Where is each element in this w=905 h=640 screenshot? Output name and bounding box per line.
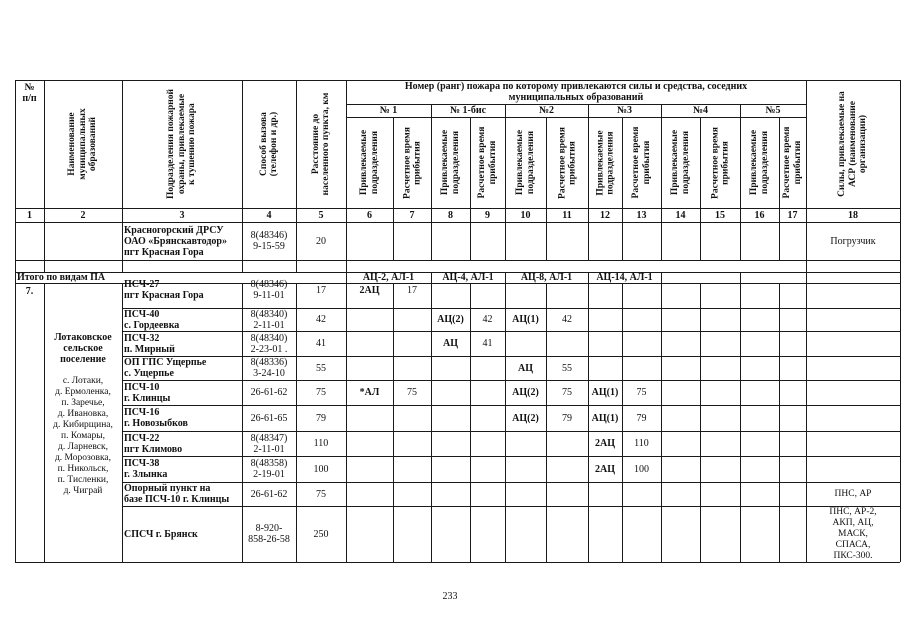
unit-name: Опорный пункт на базе ПСЧ-10 г. Клинцы [124,483,230,505]
unit-name: ПСЧ-10 г. Клинцы [124,381,171,404]
assigned-units: АЦ [443,338,458,349]
header-time-sub: Расчетное время прибытия [477,126,498,199]
unit-name: ПСЧ-38 г. Злынка [124,458,168,480]
column-number: 5 [318,209,324,221]
header-rank: № 1 [379,105,398,116]
header-time-sub: Расчетное время прибытия [401,126,422,199]
assigned-units: АЦ [518,362,533,374]
table-rule [740,283,741,562]
distance: 100 [313,463,329,475]
assigned-units: АЦ(2) [512,412,539,424]
column-number: 9 [485,209,490,221]
column-number: 16 [754,209,765,221]
assigned-units: 2АЦ [595,438,615,449]
table-rule [346,283,347,562]
distance: 20 [316,235,326,247]
column-number: 18 [848,209,858,221]
asr-forces: ПНС, АР [834,488,872,499]
distance: 55 [316,362,326,374]
header-time-sub: Расчетное время прибытия [631,126,652,199]
header-units-sub: Привлекаемые подразделения [440,129,461,196]
distance: 75 [316,488,326,500]
phone: 8(48346) 9-11-01 [250,279,288,301]
arrival-time: 55 [562,362,572,374]
totals-rank2: АЦ-8, АЛ-1 [520,272,573,283]
column-number: 17 [787,209,798,221]
distance: 41 [316,338,326,349]
table-rule [661,272,662,283]
distance: 250 [313,528,329,540]
assigned-units: *АЛ [359,387,380,398]
phone: 8(48336) 3-24-10 [250,357,288,379]
column-number: 8 [448,209,453,221]
table-rule [900,272,901,562]
municipality-name: Лотаковское сельское поселение [54,331,112,365]
asr-forces: ПНС, АР-2, АКП, АЦ, МАСК, СПАСА, ПКС-300. [829,506,877,561]
header-number: № п/п [22,82,37,104]
arrival-time: 42 [562,314,572,325]
column-number: 11 [562,209,572,221]
distance: 17 [316,284,326,296]
unit-name: ПСЧ-32 п. Мирный [124,332,175,355]
column-number: 2 [80,209,86,221]
arrival-time: 42 [482,314,493,325]
header-units-sub: Привлекаемые подразделения [670,129,691,196]
arrival-time: 79 [636,412,647,424]
header-units-sub: Привлекаемые подразделения [749,129,770,196]
totals-rank1bis: АЦ-4, АЛ-1 [442,272,494,283]
header-time-sub: Расчетное время прибытия [556,126,577,199]
phone: 26-61-62 [250,488,288,500]
arrival-time: 41 [482,338,493,349]
table-rule [700,283,701,562]
totals-label: Итого по видам ПА [17,272,106,283]
table-rule [740,272,741,283]
assigned-units: АЦ(2) [437,314,464,325]
phone: 8(48358) 2-19-01 [250,458,288,480]
header-units-sub: Привлекаемые подразделения [515,129,536,196]
table-rule [661,283,662,562]
arrival-time: 110 [634,438,649,449]
village-list: с. Лотаки, д. Ермоленка, п. Заречье, д. Ивановка, д. Кибирщина, п. Комары, д. Ларневск, д. Морозовка, п. Никольск, п. Тисленки, д. Чиграй [53,375,113,496]
assigned-units: 2АЦ [359,284,380,296]
header-time-sub: Расчетное время прибытия [782,126,803,199]
assigned-units: АЦ(1) [512,314,539,325]
assigned-units: АЦ(2) [512,387,539,398]
header-rank: №4 [692,105,709,116]
unit-name: ПСЧ-16 г. Новозыбков [124,407,188,429]
header-asr: Силы, привлекаемые на АСР (наименование организации) [837,91,869,197]
asr-forces: Погрузчик [830,235,876,247]
phone: 8(48346) 9-15-59 [250,230,288,252]
table-rule [393,283,394,562]
table-rule [900,80,901,272]
unit-name: ПСЧ-22 пгт Климово [124,432,183,455]
column-number: 3 [179,209,185,221]
arrival-time: 75 [562,387,572,398]
totals-rank1: АЦ-2, АЛ-1 [362,272,415,283]
table-rule [806,272,807,283]
table-rule [15,80,16,272]
phone: 8(48347) 2-11-01 [250,432,288,455]
column-number: 14 [675,209,686,221]
unit-name: ОП ГПС Ущерпье с. Ущерпье [124,357,207,379]
arrival-time: 75 [636,387,647,398]
column-number: 12 [600,209,610,221]
phone: 8-920- 858-26-58 [248,523,290,545]
column-number: 10 [520,209,531,221]
distance: 110 [313,438,329,449]
header-rank: № 1-бис [449,105,487,116]
table-bottom-border [15,562,900,563]
phone: 8(48340) 2-11-01 [250,308,288,331]
table-rule [346,117,806,118]
column-number: 1 [27,209,32,221]
column-number: 7 [409,209,415,221]
header-rank-title: Номер (ранг) пожара по которому привлекаются силы и средства, соседних муниципальных образований [404,81,748,103]
assigned-units: АЦ(1) [591,412,619,424]
phone: 8(48340) 2-23-01 . [250,332,288,355]
column-number: 15 [715,209,725,221]
header-rank: №5 [765,105,781,116]
arrival-time: 75 [407,387,417,398]
assigned-units: АЦ(1) [591,387,619,398]
arrival-time: 79 [562,412,572,424]
header-time-sub: Расчетное время прибытия [709,126,730,199]
assigned-units: 2АЦ [595,463,615,475]
header-call-method: Способ вызова (телефон и др.) [258,111,279,177]
header-units: Подразделения пожарной охраны, привлекаемые к тушению пожара [166,89,198,199]
header-units-sub: Привлекаемые подразделения [594,129,615,196]
table-rule [779,283,780,562]
arrival-time: 100 [634,463,649,475]
phone: 26-61-62 [250,387,288,398]
table-rule [15,272,16,562]
distance: 42 [316,314,326,325]
arrival-time: 17 [407,284,417,296]
distance: 75 [316,387,326,398]
header-rank: №2 [538,105,555,116]
unit-name: СПСЧ г. Брянск [124,528,198,540]
totals-rank3: АЦ-14, АЛ-1 [596,272,653,283]
header-units-sub: Привлекаемые подразделения [359,129,380,196]
unit-name: Красногорский ДРСУ ОАО «Брянскавтодор» пгт Красная Гора [124,224,227,258]
column-number: 4 [266,209,272,221]
column-number: 6 [367,209,372,221]
page-number: 233 [442,591,458,602]
unit-name: ПСЧ-27 пгт Красная Гора [124,279,204,301]
unit-name: ПСЧ-40 с. Гордеевка [124,308,180,331]
header-rank: №3 [616,105,633,116]
header-distance: Расстояние до населенного пункта, км [310,92,331,196]
phone: 26-61-65 [250,412,288,424]
section-number: 7. [25,285,34,297]
header-municipality: Наименование муниципальных образований [67,108,99,180]
distance: 79 [316,412,326,424]
table-rule [15,260,900,261]
column-number: 13 [636,209,647,221]
